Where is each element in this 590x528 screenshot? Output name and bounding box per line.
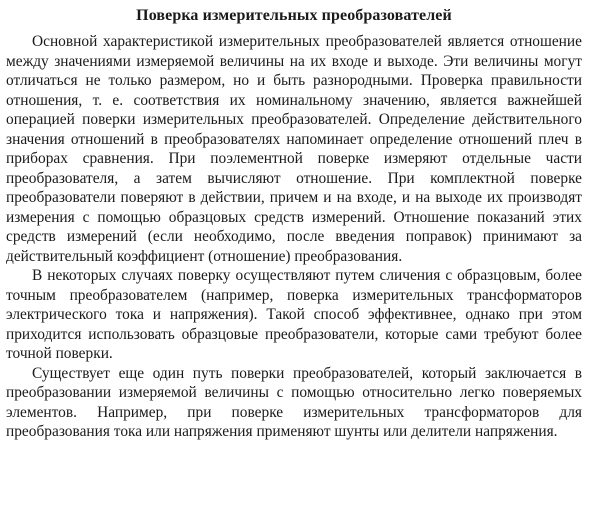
paragraph-2: В некоторых случаях поверку осуществляют путем сличения с образцовым, более точным преобразователем (например, поверка измерительных трансформаторов электрического тока и напряжения). Такой способ эффективнее, однако при этом приходится использовать образцовые преобразователи, которые сами требуют более точной поверки. xyxy=(6,267,582,362)
paragraph-3: Существует еще один путь поверки преобразователей, который заключается в преобразовании измеряемой величины с помощью относительно легко поверяемых элементов. Например, при поверке измерительных трансформаторов для преобразования тока или напряжения применяют шунты или делители напряжения. xyxy=(6,364,582,440)
paragraph-1: Основной характеристикой измерительных преобразователей является отношение между значениями измеряемой величины на их входе и выходе. Эти величины могут отличаться не только размером, но и быть разнородными. Проверка правильности отношения, т. е. соответствия их номинальному значению, является важнейшей операцией поверки измерительных преобразователей. Определение действительного значения отношений в преобразователях напоминает определение отношений плеч в приборах сравнения. При поэлементной поверке измеряют отдельные части преобразователя, а затем вычисляют отношение. При комплектной поверке преобразователи поверяют в действии, причем и на входе, и на выходе их производят измерения с помощью образцовых средств измерений. Отношение показаний этих средств измерений (если необходимо, после введения поправок) принимают за действительный коэффициент (отношение) преобразования. xyxy=(6,33,582,265)
section-title: Поверка измерительных преобразователей xyxy=(136,7,452,24)
